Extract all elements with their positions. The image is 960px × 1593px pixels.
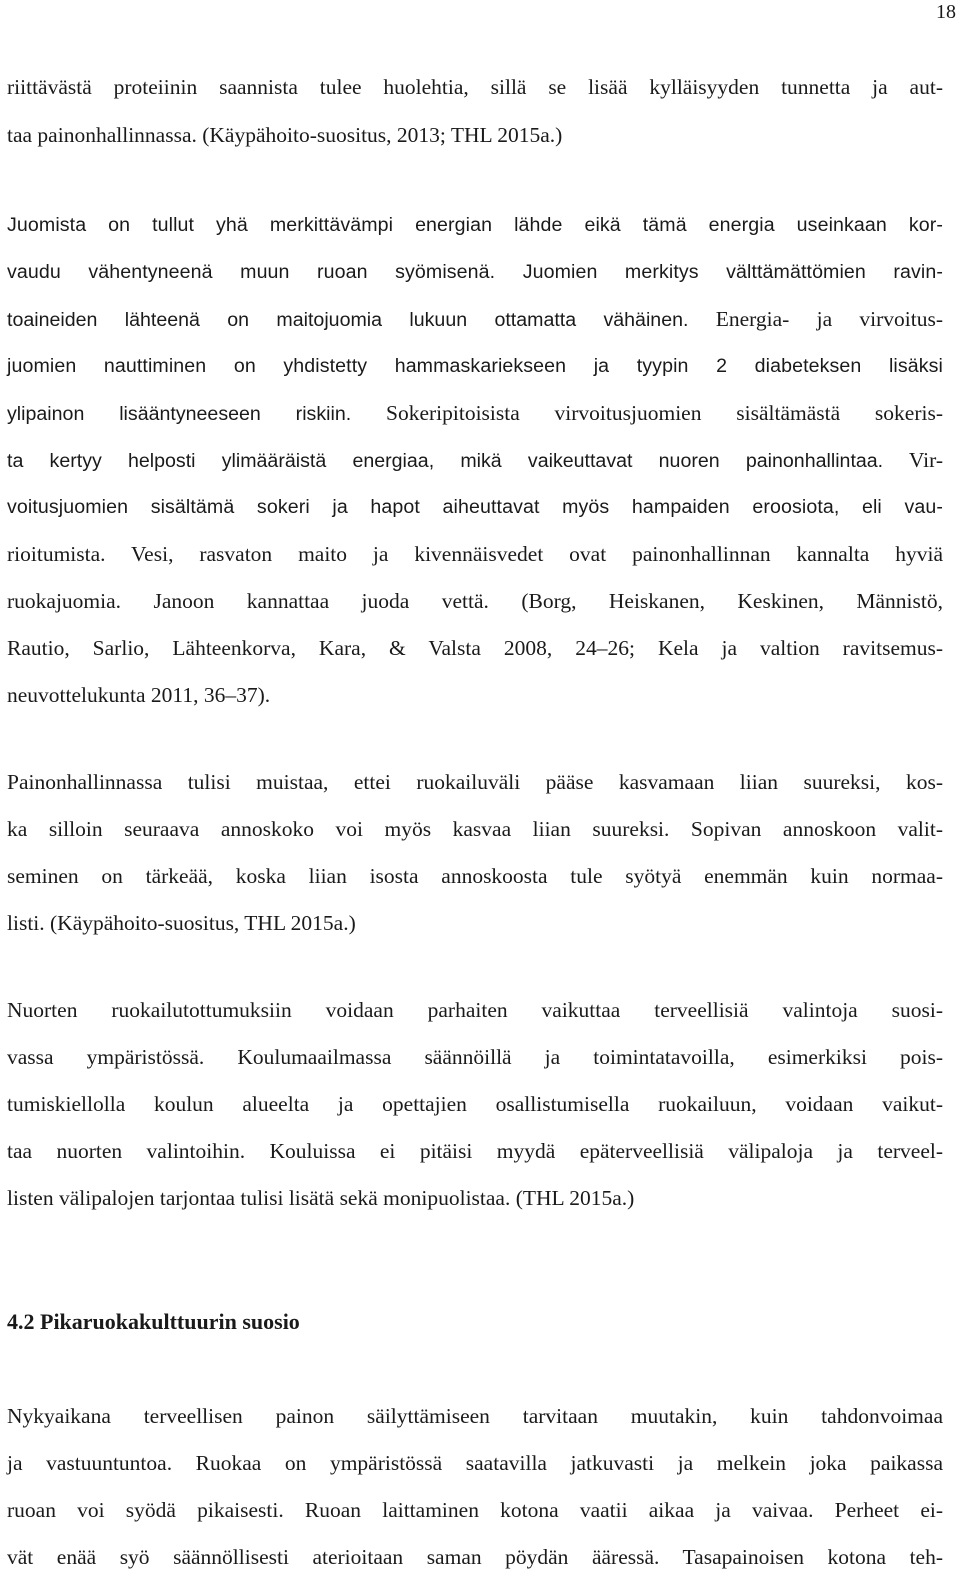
text-line: Rautio, Sarlio, Lähteenkorva, Kara, & Valsta 2008, 24–26; Kela ja valtion ravitsemus- [7, 636, 943, 660]
text-segment: ruokajuomia. Janoon kannattaa juoda vettä. [7, 589, 489, 613]
text-line: ja vastuuntuntoa. Ruokaa on ympäristössä saatavilla jatkuvasti ja melkein joka paikassa [7, 1451, 943, 1475]
text-line: Nuorten ruokailutottumuksiin voidaan parhaiten vaikuttaa terveellisiä valintoja suosi- [7, 998, 943, 1022]
text-line: ruoan voi syödä pikaisesti. Ruoan laittaminen kotona vaatii aikaa ja vaivaa. Perheet ei- [7, 1498, 943, 1522]
section-heading: 4.2 Pikaruokakulttuurin suosio [7, 1309, 300, 1334]
text-line: voitusjuomien sisältämä sokeri ja hapot aiheuttavat myös hampaiden eroosiota, eli vau- [7, 496, 943, 518]
text-line: taa nuorten valintoihin. Kouluissa ei pitäisi myydä epäterveellisiä välipaloja ja terveel- [7, 1139, 943, 1163]
text-segment: (Borg, Heiskanen, Keskinen, Männistö, [521, 589, 943, 613]
text-line: ka silloin seuraava annoskoko voi myös kasvaa liian suureksi. Sopivan annoskoon valit- [7, 817, 943, 841]
text-line: riittävästä proteiinin saannista tulee huolehtia, sillä se lisää kylläisyyden tunnetta ja aut- [7, 75, 943, 99]
text-line-mixed [7, 399, 943, 428]
page-number: 18 [936, 1, 956, 23]
text-line: listen välipalojen tarjontaa tulisi lisätä sekä monipuolistaa. (THL 2015a.) [7, 1186, 635, 1210]
text-segment: ylipainon lisääntyneeseen riskiin. [7, 403, 352, 425]
text-line: rioitumista. Vesi, rasvaton maito ja kivennäisvedet ovat painonhallinnan kannalta hyviä [7, 542, 943, 566]
text-line: vassa ympäristössä. Koulumaailmassa säännöillä ja toimintatavoilla, esimerkiksi pois- [7, 1045, 943, 1069]
text-line: taa painonhallinnassa. (Käypähoito-suositus, 2013; THL 2015a.) [7, 123, 563, 147]
text-segment: Vir- [908, 448, 943, 472]
text-line [7, 587, 943, 615]
text-line: seminen on tärkeää, koska liian isosta annoskoosta tule syötyä enemmän kuin normaa- [7, 864, 943, 888]
text-segment: ta kertyy helposti ylimääräistä energiaa, mikä vaikeuttavat nuoren painonhallintaa. [7, 450, 884, 472]
text-line-mixed [7, 446, 943, 475]
text-line: listi. (Käypähoito-suositus, THL 2015a.) [7, 911, 356, 935]
text-line: vät enää syö säännöllisesti aterioitaan saman pöydän ääressä. Tasapainoisen kotona teh- [7, 1545, 943, 1569]
text-line: neuvottelukunta 2011, 36–37). [7, 683, 271, 707]
text-line-mixed [7, 305, 943, 334]
text-line: vaudu vähentyneenä muun ruoan syömisenä. Juomien merkitys välttämättömien ravin- [7, 261, 943, 283]
text-segment: toaineiden lähteenä on maitojuomia lukuun ottamatta vähäinen. [7, 309, 689, 331]
text-line: juomien nauttiminen on yhdistetty hammaskariekseen ja tyypin 2 diabeteksen lisäksi [7, 355, 943, 377]
text-line: Painonhallinnassa tulisi muistaa, ettei ruokailuväli pääse kasvamaan liian suureksi, kos- [7, 770, 943, 794]
text-line: Nykyaikana terveellisen painon säilyttämiseen tarvitaan muutakin, kuin tahdonvoimaa [7, 1404, 943, 1428]
text-line: Juomista on tullut yhä merkittävämpi energian lähde eikä tämä energia useinkaan kor- [7, 214, 943, 236]
text-segment: Energia- ja virvoitus- [715, 307, 943, 331]
text-line: tumiskiellolla koulun alueelta ja opettajien osallistumisella ruokailuun, voidaan vaikut- [7, 1092, 943, 1116]
text-segment: Sokeripitoisista virvoitusjuomien sisältämästä sokeris- [385, 401, 943, 425]
